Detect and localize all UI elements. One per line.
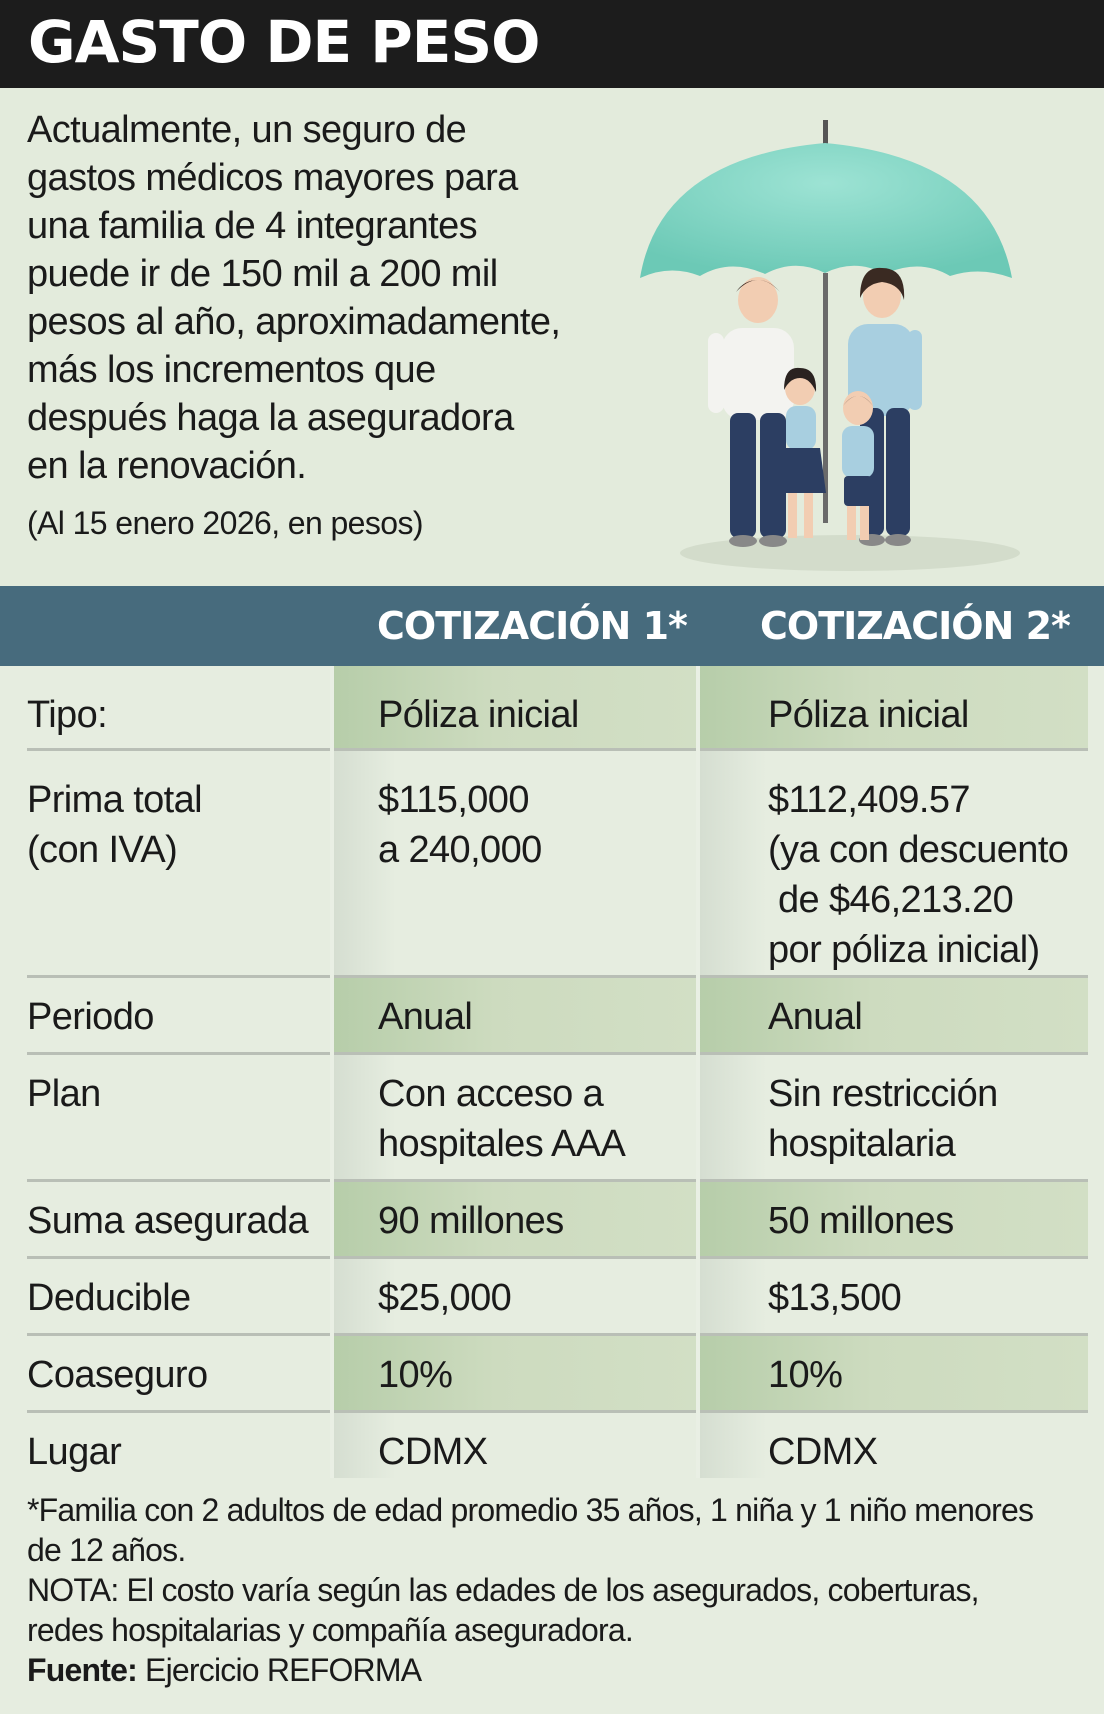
cell-text: a 240,000 <box>378 829 542 871</box>
cotizacion-1-cell <box>330 1413 696 1478</box>
cell-text: 10% <box>768 1354 843 1396</box>
cell-text: hospitalaria <box>768 1123 956 1165</box>
cotizacion-2-cell <box>696 1055 1088 1182</box>
row-label-text: Prima total <box>27 779 203 821</box>
cell-text: 90 millones <box>378 1200 564 1242</box>
row-label-text: Tipo: <box>27 694 108 736</box>
cell-text: hospitales AAA <box>378 1123 626 1165</box>
column-header-cotizacion-2: COTIZACIÓN 2* <box>760 604 1070 648</box>
intro-line: después haga la aseguradora <box>27 397 514 439</box>
umbrella-canopy <box>640 143 1012 278</box>
family-umbrella-illustration <box>620 108 1080 578</box>
table-row-prima-total <box>0 751 1104 978</box>
intro-line: gastos médicos mayores para <box>27 157 518 199</box>
cell-text: Anual <box>768 996 863 1038</box>
footnote-family-cont: de 12 años. <box>27 1532 186 1568</box>
intro-line: pesos al año, aproximadamente, <box>27 301 561 343</box>
row-label <box>0 1259 330 1336</box>
cell-text: $13,500 <box>768 1277 902 1319</box>
row-label <box>0 1336 330 1413</box>
row-label <box>0 666 330 751</box>
cell-text: 10% <box>378 1354 453 1396</box>
cell-text: $112,409.57 <box>768 779 970 821</box>
cell-text: Sin restricción <box>768 1073 998 1115</box>
intro-line: en la renovación. <box>27 445 307 487</box>
cotizacion-2-cell <box>696 1336 1088 1413</box>
cotizacion-2-cell <box>696 751 1088 978</box>
footnote-family: *Familia con 2 adultos de edad promedio 35 años, 1 niña y 1 niño menores <box>27 1492 1034 1528</box>
intro-section <box>0 88 1104 586</box>
cell-text: (ya con descuento <box>768 829 1069 871</box>
row-label <box>0 978 330 1055</box>
row-label <box>0 1413 330 1478</box>
footnote-nota: NOTA: El costo varía según las edades de los asegurados, coberturas, <box>27 1572 979 1608</box>
cotizacion-1-cell <box>330 1336 696 1413</box>
table-row-coaseguro <box>0 1336 1104 1413</box>
column-header-cotizacion-1: COTIZACIÓN 1* <box>377 604 687 648</box>
cotizacion-2-cell <box>696 666 1088 751</box>
cell-text: CDMX <box>378 1431 488 1473</box>
intro-line: Actualmente, un seguro de <box>27 109 467 151</box>
row-label-text: Deducible <box>27 1277 191 1319</box>
table-row-tipo <box>0 666 1104 751</box>
footnotes <box>27 1490 1087 1690</box>
cotizacion-2-cell <box>696 1413 1088 1478</box>
row-label-text: Periodo <box>27 996 154 1038</box>
cell-text: CDMX <box>768 1431 878 1473</box>
row-label-text: (con IVA) <box>27 829 178 871</box>
source-value: Ejercicio REFORMA <box>136 1652 422 1688</box>
table-header <box>0 586 1104 666</box>
table-row-lugar <box>0 1413 1104 1478</box>
intro-line: una familia de 4 integrantes <box>27 205 478 247</box>
table-row-deducible <box>0 1259 1104 1336</box>
cotizacion-2-cell <box>696 1259 1088 1336</box>
cell-text: $115,000 <box>378 779 529 821</box>
footnote-nota-cont: redes hospitalarias y compañía aseguradora. <box>27 1612 633 1648</box>
row-label <box>0 1055 330 1182</box>
cotizacion-1-cell <box>330 1259 696 1336</box>
cell-text: Póliza inicial <box>378 694 579 736</box>
comparison-table <box>0 666 1104 1478</box>
row-label <box>0 1182 330 1259</box>
intro-line: puede ir de 150 mil a 200 mil <box>27 253 498 295</box>
table-row-periodo <box>0 978 1104 1055</box>
header-bar <box>0 0 1104 88</box>
cotizacion-1-cell <box>330 751 696 978</box>
cell-text: $25,000 <box>378 1277 512 1319</box>
cell-text: Póliza inicial <box>768 694 969 736</box>
cell-text: de $46,213.20 <box>768 879 1014 921</box>
row-label-text: Plan <box>27 1073 101 1115</box>
intro-line: más los incrementos que <box>27 349 436 391</box>
column-divider <box>696 666 700 1478</box>
table-row-plan <box>0 1055 1104 1182</box>
source-label: Fuente: <box>27 1652 137 1688</box>
date-note: (Al 15 enero 2026, en pesos) <box>27 505 423 541</box>
row-label-text: Coaseguro <box>27 1354 208 1396</box>
page-title: GASTO DE PESO <box>28 8 540 76</box>
intro-paragraph <box>27 106 607 490</box>
source-line <box>27 1650 1087 1690</box>
row-label <box>0 751 330 978</box>
column-divider <box>330 666 334 1478</box>
row-label-text: Suma asegurada <box>27 1200 309 1242</box>
cotizacion-1-cell <box>330 1055 696 1182</box>
cotizacion-1-cell <box>330 978 696 1055</box>
cell-text: por póliza inicial) <box>768 929 1040 971</box>
cotizacion-2-cell <box>696 978 1088 1055</box>
row-label-text: Lugar <box>27 1431 122 1473</box>
cell-text: Anual <box>378 996 473 1038</box>
cotizacion-1-cell <box>330 666 696 751</box>
father-figure <box>708 277 794 547</box>
cell-text: Con acceso a <box>378 1073 604 1115</box>
cotizacion-2-cell <box>696 1182 1088 1259</box>
table-row-suma-asegurada <box>0 1182 1104 1259</box>
cotizacion-1-cell <box>330 1182 696 1259</box>
cell-text: 50 millones <box>768 1200 954 1242</box>
